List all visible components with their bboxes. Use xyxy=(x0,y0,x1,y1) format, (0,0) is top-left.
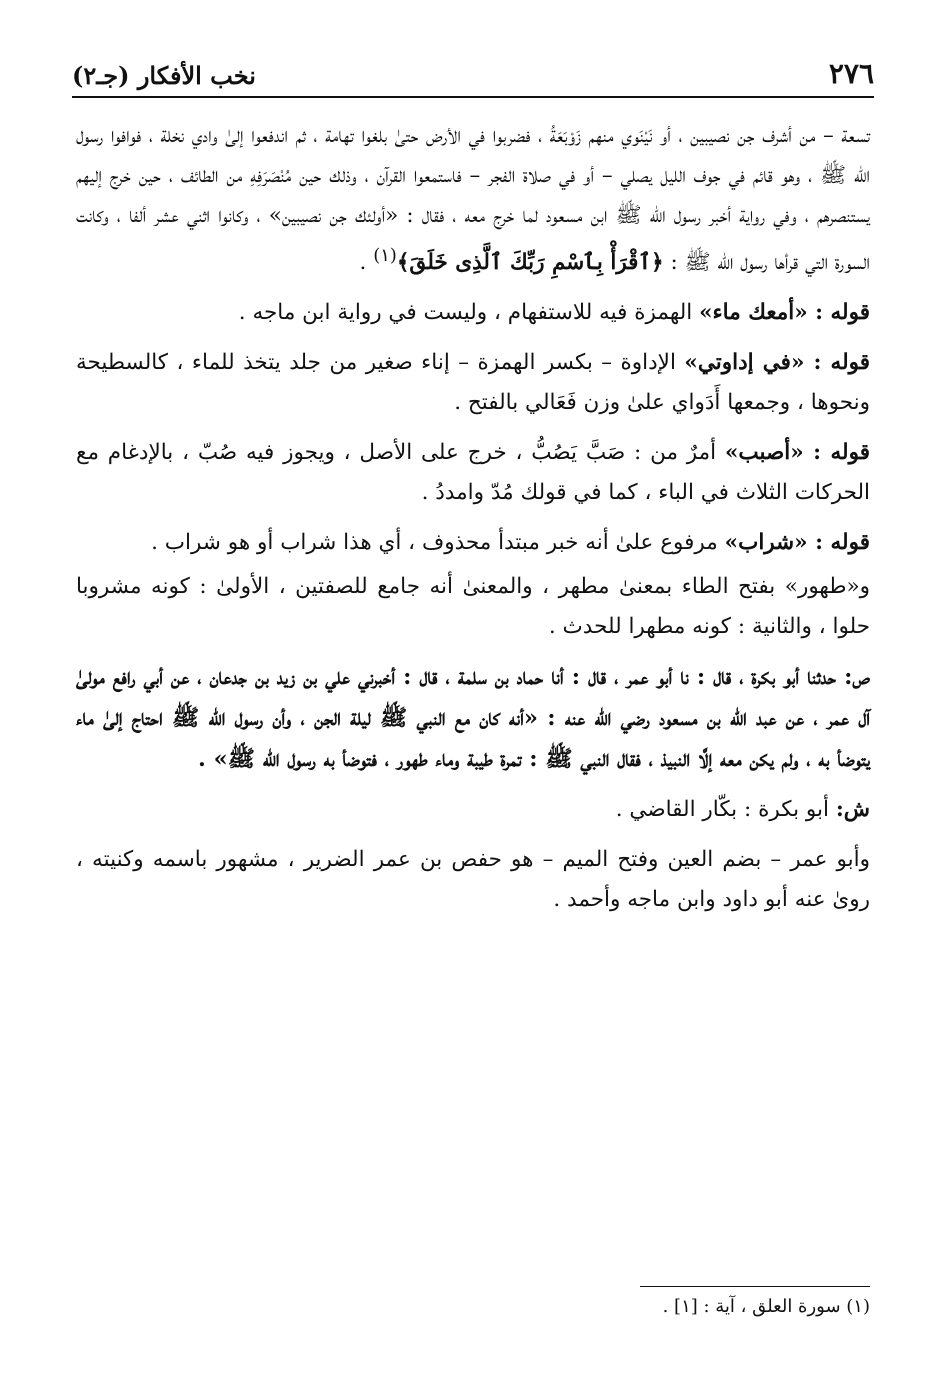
term-label: قوله : «شراب» xyxy=(724,530,870,556)
paragraph-text: أمرٌ من : صَبَّ يَصُبُّ ، خرج على الأصل ، ويجوز فيه صُبّ ، بالإدغام مع الحركات الثلاث في الباء ، كما في قولك مُدّ وامددُ . xyxy=(76,440,870,506)
page-number: ٢٧٦ xyxy=(828,57,874,90)
paragraph-text: مرفوع علىٰ أنه خبر مبتدأ محذوف ، أي هذا شراب أو هو شراب . xyxy=(151,530,725,556)
footnote: (١) سورة العلق ، آية : [١] . xyxy=(662,1296,870,1317)
paragraph-tahur xyxy=(76,567,870,647)
term-label: قوله : «أصبب» xyxy=(724,440,870,466)
paragraph-text: الإداوة – بكسر الهمزة – إناء صغير من جلد يتخذ للماء ، كالسطيحة ونحوها ، وجمعها أَدَواي علىٰ وزن فَعَالي بالفتح . xyxy=(76,350,870,416)
paragraph-qawluhu-2 xyxy=(76,343,870,423)
book-title: نخب الأفكار (جـ٢) xyxy=(72,61,256,90)
hadith-text: ص: حدثنا أبو بكرة ، قال : نا أبو عمر ، قال : أنا حماد بن سلمة ، قال : أخبرني علي بن زيد بن جدعان ، عن أبي رافع مولىٰ آل عمر ، عن عبد الله بن مسعود رضي الله عنه : «أنه كان مع النبي ﷺ ليلة الجن ، وأن رسول الله ﷺ احتاج إلىٰ ماء يتوضأ به ، ولم يكن معه إلَّا النبيذ ، فقال النبي ﷺ : تمرة طيبة وماء طهور ، فتوضأ به رسول الله ﷺ» . xyxy=(76,664,870,773)
commentary-2 xyxy=(76,840,870,920)
commentary-1 xyxy=(76,790,870,830)
page-header xyxy=(72,50,874,98)
paragraph-text: و«طهور» بفتح الطاء بمعنىٰ مطهر ، والمعنىٰ أنه جامع للصفتين ، الأولىٰ : كونه مشروبا حلوا ، والثانية : كونه مطهرا للحدث . xyxy=(76,574,870,640)
quran-verse: ﴿ٱقْرَأْ بِٱسْمِ رَبِّكَ ٱلَّذِى خَلَقَ﴾ xyxy=(396,250,664,276)
paragraph-text: الهمزة فيه للاستفهام ، وليست في رواية ابن ماجه . xyxy=(238,300,700,326)
page-body xyxy=(76,116,870,930)
commentary-text: وأبو عمر – بضم العين وفتح الميم – هو حفص بن عمر الضرير ، مشهور باسمه وكنيته ، روىٰ عنه أبو داود وابن ماجه وأحمد . xyxy=(76,847,870,913)
commentary-label: ش: xyxy=(835,797,870,823)
paragraph-qawluhu-1 xyxy=(76,293,870,333)
paragraph-qawluhu-4 xyxy=(76,523,870,563)
term-label: قوله : «أمعك ماء» xyxy=(699,300,870,326)
paragraph-qawluhu-3 xyxy=(76,433,870,513)
paragraph-tail: . xyxy=(359,250,374,276)
paragraph-text: تسعة – من أشرف جن نصيبين ، أو نَيْنَوي منهم زَوْبَعَةُ ، فضربوا في الأرض حتىٰ بلغوا تهامة ، ثم اندفعوا إلىٰ وادي نخلة ، فوافوا رسول الله ﷺ ، وهو قائم في جوف الليل يصلي – أو في صلاة الفجر – فاستمعوا القرآن ، وذلك حين مُنْصَرَفِهِ من الطائف ، حين خرج إليهم يستنصرهم ، وفي رواية أخبر رسول الله ﷺ ابن مسعود لما خرج معه ، فقال : «أولئك جن نصيبين» ، وكانوا اثني عشر ألفا ، وكانت السورة التي قرأها رسول الله ﷺ : xyxy=(76,123,870,276)
commentary-text: أبو بكرة : بكّار القاضي . xyxy=(615,797,836,823)
paragraph-intro xyxy=(76,116,870,283)
term-label: قوله : «في إداوتي» xyxy=(684,350,871,376)
footnote-ref: (١) xyxy=(373,245,397,266)
footnote-divider xyxy=(640,1286,870,1287)
